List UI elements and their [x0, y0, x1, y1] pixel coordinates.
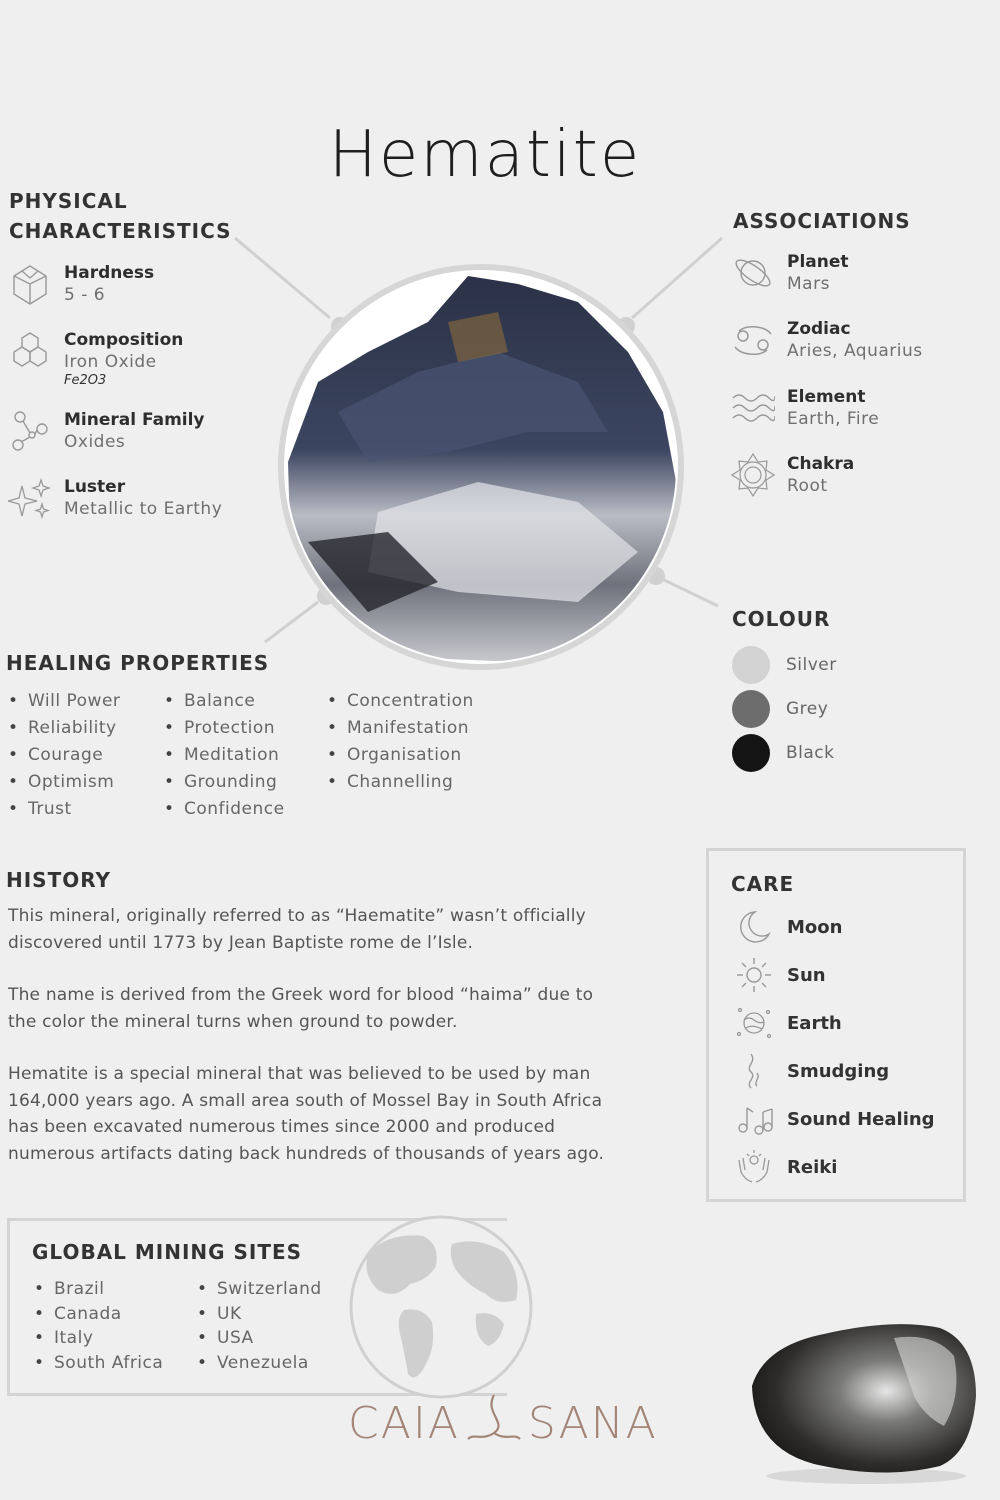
list-item: • Venezuela	[197, 1351, 322, 1376]
sun-label: Sun	[787, 964, 826, 986]
element-value: Earth, Fire	[787, 409, 880, 429]
chakra-label: Chakra	[787, 454, 855, 474]
chakra-icon	[731, 453, 775, 497]
grey-swatch	[732, 690, 770, 728]
list-item: • UK	[197, 1302, 322, 1327]
colour-item-grey	[732, 687, 837, 731]
smudging-label: Smudging	[787, 1060, 890, 1082]
history-line: Hematite is a special mineral that was believed to be used by man	[8, 1064, 591, 1084]
zodiac-value: Aries, Aquarius	[787, 341, 923, 361]
physical-item-luster	[8, 476, 222, 520]
mineral-family-label: Mineral Family	[64, 410, 205, 430]
moon-icon	[735, 908, 773, 946]
care-item-reiki	[735, 1143, 935, 1191]
list-item: • Grounding	[164, 769, 285, 796]
luster-value: Metallic to Earthy	[64, 499, 223, 519]
globe-icon	[348, 1214, 534, 1400]
brand-logo-left: CAIA	[348, 1397, 460, 1449]
list-item: • Trust	[8, 796, 120, 823]
list-item: • Protection	[164, 715, 285, 742]
healing-heading: HEALING PROPERTIES	[6, 651, 270, 675]
history-line: 164,000 years ago. A small area south of Mossel Bay in South Africa	[8, 1090, 603, 1111]
care-item-smudging	[735, 1047, 935, 1095]
healing-list-col2	[164, 688, 285, 823]
list-item: • Manifestation	[327, 715, 474, 742]
colour-list	[732, 643, 837, 775]
care-heading: CARE	[731, 872, 795, 896]
hematite-stone-image	[278, 262, 688, 672]
sparkle-icon	[8, 476, 52, 520]
history-line: the color the mineral turns when ground to powder.	[8, 1011, 458, 1032]
planet-icon	[731, 251, 775, 295]
smoke-icon	[735, 1052, 773, 1090]
physical-heading-line2: CHARACTERISTICS	[9, 219, 232, 243]
luster-label: Luster	[64, 477, 126, 497]
zodiac-label: Zodiac	[787, 319, 851, 339]
sound-healing-label: Sound Healing	[787, 1108, 935, 1130]
mining-list-col1	[34, 1277, 163, 1375]
colour-heading: COLOUR	[732, 607, 831, 631]
silver-label: Silver	[786, 655, 837, 675]
hands-icon	[735, 1148, 773, 1186]
nodes-icon	[8, 409, 52, 453]
list-item: • Concentration	[327, 688, 474, 715]
list-item: • Will Power	[8, 688, 120, 715]
care-panel	[706, 848, 966, 1202]
black-label: Black	[786, 743, 835, 763]
history-paragraph-2	[8, 982, 688, 1035]
planet-label: Planet	[787, 252, 849, 272]
physical-item-mineral-family	[8, 409, 205, 453]
history-text	[8, 903, 688, 1193]
association-item-zodiac	[731, 318, 923, 362]
page-title: Hematite	[328, 118, 642, 192]
history-paragraph-1	[8, 903, 688, 956]
history-paragraph-3	[8, 1061, 688, 1167]
physical-heading-line1: PHYSICAL	[9, 189, 128, 213]
mining-heading: GLOBAL MINING SITES	[32, 1240, 303, 1264]
hardness-label: Hardness	[64, 263, 155, 283]
list-item: • Confidence	[164, 796, 285, 823]
physical-item-hardness	[8, 262, 154, 306]
physical-heading	[9, 186, 232, 246]
physical-item-composition	[8, 329, 183, 389]
tumbled-stone-image	[744, 1316, 984, 1486]
colour-item-silver	[732, 643, 837, 687]
list-item: • Organisation	[327, 742, 474, 769]
list-item: • Switzerland	[197, 1277, 322, 1302]
earth-label: Earth	[787, 1012, 842, 1034]
composition-label: Composition	[64, 330, 184, 350]
list-item: • Courage	[8, 742, 120, 769]
music-icon	[735, 1100, 773, 1138]
brand-logo-right: SANA	[527, 1397, 658, 1449]
list-item: • Channelling	[327, 769, 474, 796]
mineral-family-value: Oxides	[64, 432, 126, 452]
composition-formula: Fe2O3	[64, 373, 107, 388]
list-item: • Italy	[34, 1326, 163, 1351]
healing-list-col1	[8, 688, 120, 823]
history-line: The name is derived from the Greek word for blood “haima” due to	[8, 985, 594, 1005]
healing-list-col3	[327, 688, 474, 796]
earth-icon	[735, 1004, 773, 1042]
zodiac-icon	[731, 318, 775, 362]
care-item-sun	[735, 951, 935, 999]
chakra-value: Root	[787, 476, 828, 496]
history-line: has been excavated numerous times since 2000 and produced	[8, 1117, 556, 1137]
association-item-element	[731, 386, 879, 430]
list-item: • Balance	[164, 688, 285, 715]
history-line: numerous artifacts dating back hundreds of thousands of years ago.	[8, 1143, 605, 1164]
planet-value: Mars	[787, 274, 830, 294]
care-list	[735, 903, 935, 1191]
associations-heading: ASSOCIATIONS	[733, 209, 911, 233]
list-item: • Reliability	[8, 715, 120, 742]
list-item: • Brazil	[34, 1277, 163, 1302]
list-item: • South Africa	[34, 1351, 163, 1376]
sun-icon	[735, 956, 773, 994]
list-item: • Canada	[34, 1302, 163, 1327]
element-label: Element	[787, 387, 866, 407]
hardness-value: 5 - 6	[64, 285, 106, 305]
black-swatch	[732, 734, 770, 772]
list-item: • Meditation	[164, 742, 285, 769]
list-item: • Optimism	[8, 769, 120, 796]
care-item-sound-healing	[735, 1095, 935, 1143]
history-line: discovered until 1773 by Jean Baptiste rome de l’Isle.	[8, 932, 474, 953]
crystal-icon	[8, 262, 52, 306]
silver-swatch	[732, 646, 770, 684]
brand-logo	[348, 1398, 678, 1448]
history-line: This mineral, originally referred to as “Haematite” wasn’t officially	[8, 906, 586, 926]
association-item-chakra	[731, 453, 854, 497]
care-item-earth	[735, 999, 935, 1047]
care-item-moon	[735, 903, 935, 951]
history-heading: HISTORY	[6, 868, 112, 892]
waves-icon	[731, 386, 775, 430]
molecule-icon	[8, 329, 52, 373]
composition-value: Iron Oxide	[64, 352, 157, 372]
grey-label: Grey	[786, 699, 829, 719]
mining-list-col2	[197, 1277, 322, 1375]
moon-label: Moon	[787, 916, 843, 938]
brand-logo-mark	[464, 1393, 524, 1453]
reiki-label: Reiki	[787, 1156, 838, 1178]
association-item-planet	[731, 251, 849, 295]
list-item: • USA	[197, 1326, 322, 1351]
colour-item-black	[732, 731, 837, 775]
